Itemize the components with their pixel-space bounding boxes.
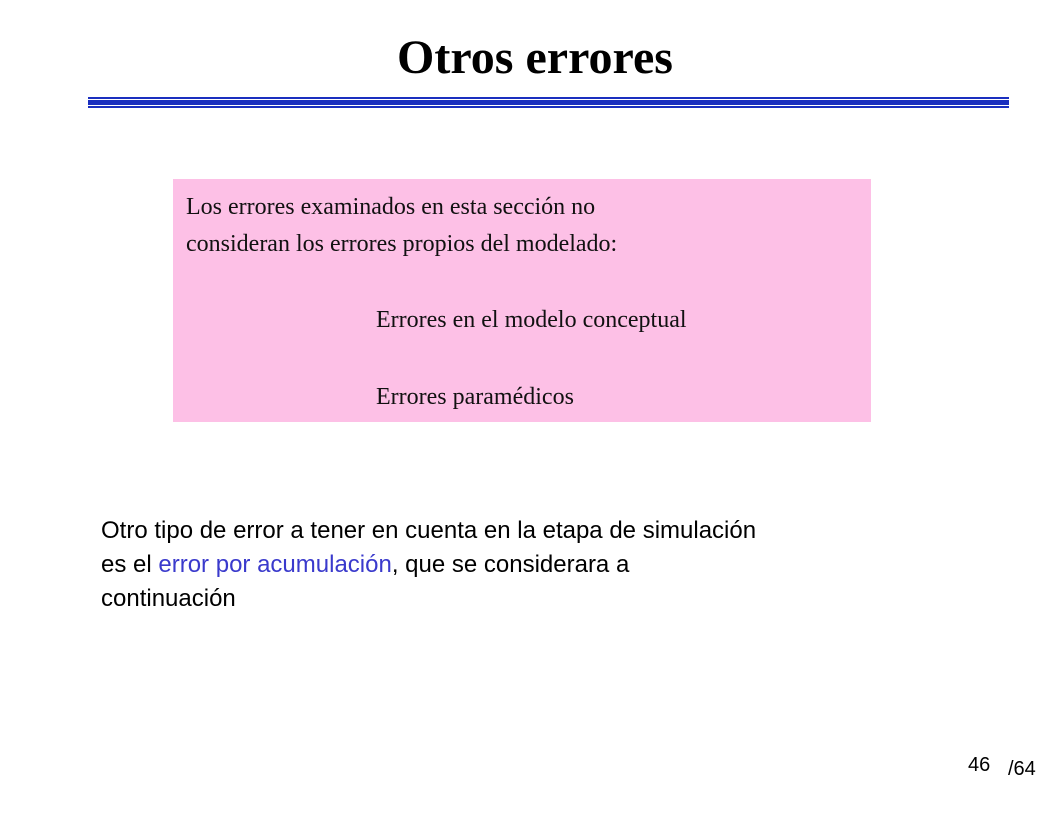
title-underline — [88, 97, 1009, 109]
title-underline-top-line — [88, 97, 1009, 99]
title-underline-bottom-line — [88, 106, 1009, 108]
body-line-2 — [101, 548, 1001, 582]
page-number: 46 — [968, 754, 991, 776]
highlighted-term: error por acumulación — [158, 551, 392, 578]
body-line-1: Otro tipo de error a tener en cuenta en la etapa de simulación — [101, 517, 757, 544]
body-line-3: continuación — [101, 585, 236, 612]
note-box-item-1: Errores en el modelo conceptual — [376, 307, 687, 333]
body-line-2-end: , que se considerara a — [391, 551, 630, 578]
body-paragraph — [101, 514, 1001, 616]
page-total: /64 — [1008, 758, 1036, 780]
body-line-2-start: es el — [101, 551, 159, 578]
note-box-item-2: Errores paramédicos — [376, 384, 574, 410]
note-box — [173, 179, 871, 422]
note-box-line-1: Los errores examinados en esta sección no — [186, 194, 596, 220]
title-underline-thick-line — [88, 100, 1009, 105]
note-box-line-2: consideran los errores propios del modelado: — [186, 231, 618, 257]
slide-title: Otros errores — [397, 31, 673, 84]
